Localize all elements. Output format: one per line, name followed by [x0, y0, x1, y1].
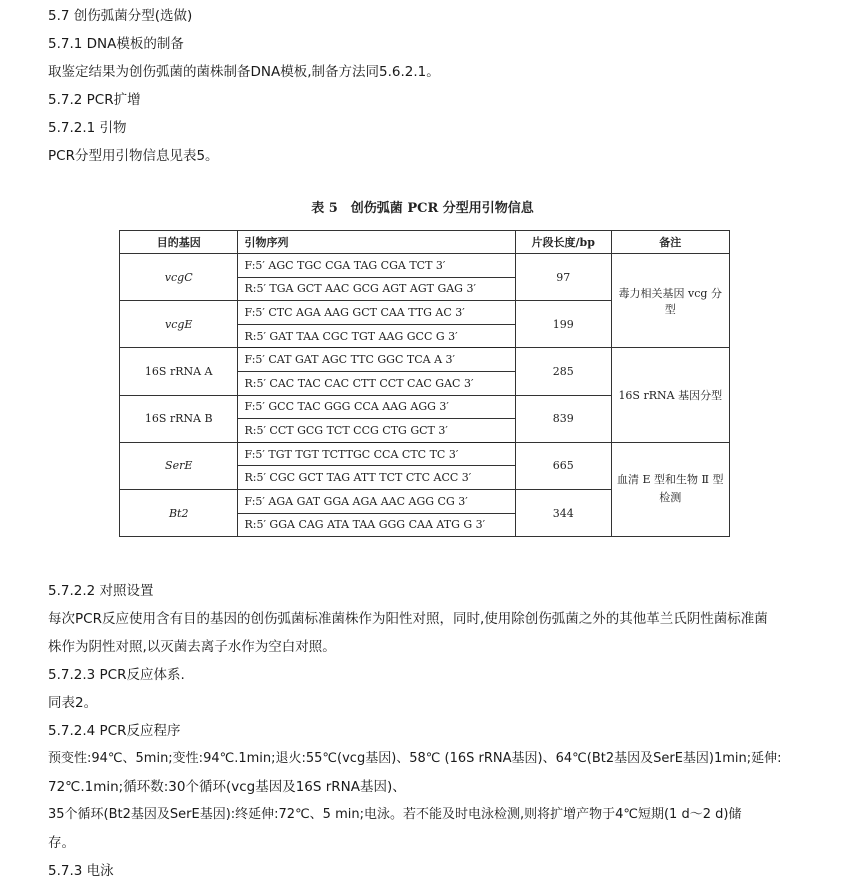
- reverse-primer-cell: R:5′ CAC TAC CAC CTT CCT CAC GAC 3′: [238, 371, 515, 395]
- length-cell: 97: [515, 254, 611, 301]
- reverse-primer-cell: R:5′ CCT GCG TCT CCG CTG GCT 3′: [238, 419, 515, 443]
- paragraph-program-line1: 预变性:94℃、5min;变性:94℃.1min;退火:55℃(vcg基因)、58℃ (16S rRNA基因)、64℃(Bt2基因及SerE基因)1min;延伸:: [48, 751, 782, 766]
- length-cell: 199: [515, 301, 611, 348]
- paragraph-dna-template: 取鉴定结果为创伤弧菌的菌株制备DNA模板,制备方法同5.6.2.1。: [48, 64, 440, 80]
- paragraph-primer-ref: PCR分型用引物信息见表5。: [48, 148, 219, 164]
- heading-5-7-2-1: 5.7.2.1 引物: [48, 120, 127, 136]
- gene-cell: 16S rRNA B: [120, 395, 238, 442]
- gene-cell: Bt2: [120, 489, 238, 536]
- note-cell: 血清 E 型和生物 Ⅱ 型检测: [611, 442, 729, 536]
- forward-primer-cell: F:5′ CTC AGA AAG GCT CAA TTG AC 3′: [238, 301, 515, 325]
- length-cell: 285: [515, 348, 611, 395]
- heading-5-7-2: 5.7.2 PCR扩增: [48, 92, 141, 108]
- length-cell: 665: [515, 442, 611, 489]
- table-row: [120, 348, 730, 372]
- reverse-primer-cell: R:5′ GGA CAG ATA TAA GGG CAA ATG G 3′: [238, 513, 515, 537]
- forward-primer-cell: F:5′ CAT GAT AGC TTC GGC TCA A 3′: [238, 348, 515, 372]
- primer-table: [119, 230, 730, 537]
- paragraph-same-as-table2: 同表2。: [48, 695, 98, 711]
- header-gene: 目的基因: [120, 231, 238, 254]
- gene-cell: vcgE: [120, 301, 238, 348]
- forward-primer-cell: F:5′ AGA GAT GGA AGA AAC AGG CG 3′: [238, 489, 515, 513]
- table-row: [120, 254, 730, 278]
- reverse-primer-cell: R:5′ CGC GCT TAG ATT TCT CTC ACC 3′: [238, 466, 515, 490]
- paragraph-program-line3: 35个循环(Bt2基因及SerE基因):终延伸:72℃、5 min;电泳。若不能及时电泳检测,则将扩增产物于4℃短期(1 d～2 d)储: [48, 807, 742, 822]
- header-note: 备注: [611, 231, 729, 254]
- table-row: [120, 442, 730, 466]
- heading-5-7-2-4: 5.7.2.4 PCR反应程序: [48, 723, 181, 739]
- gene-cell: vcgC: [120, 254, 238, 301]
- forward-primer-cell: F:5′ TGT TGT TCTTGC CCA CTC TC 3′: [238, 442, 515, 466]
- paragraph-program-line4: 存。: [48, 835, 75, 851]
- header-length: 片段长度/bp: [515, 231, 611, 254]
- gene-cell: 16S rRNA A: [120, 348, 238, 395]
- paragraph-controls-line2: 株作为阴性对照,以灭菌去离子水作为空白对照。: [48, 639, 336, 655]
- heading-5-7-2-2: 5.7.2.2 对照设置: [48, 583, 154, 599]
- length-cell: 344: [515, 489, 611, 536]
- note-cell: 16S rRNA 基因分型: [611, 348, 729, 442]
- gene-cell: SerE: [120, 442, 238, 489]
- forward-primer-cell: F:5′ GCC TAC GGG CCA AAG AGG 3′: [238, 395, 515, 419]
- header-sequence: 引物序列: [238, 231, 515, 254]
- note-cell: 毒力相关基因 vcg 分型: [611, 254, 729, 348]
- length-cell: 839: [515, 395, 611, 442]
- reverse-primer-cell: R:5′ GAT TAA CGC TGT AAG GCC G 3′: [238, 324, 515, 348]
- heading-5-7: 5.7 创伤弧菌分型(选做): [48, 8, 193, 24]
- table-header-row: [120, 231, 730, 254]
- heading-5-7-3: 5.7.3 电泳: [48, 863, 114, 879]
- reverse-primer-cell: R:5′ TGA GCT AAC GCG AGT AGT GAG 3′: [238, 277, 515, 301]
- heading-5-7-1: 5.7.1 DNA模板的制备: [48, 36, 184, 52]
- paragraph-controls-line1: 每次PCR反应使用含有目的基因的创伤弧菌标准菌株作为阳性对照，同时,使用除创伤弧菌之外的其他革兰氏阴性菌标准菌: [48, 611, 768, 627]
- heading-5-7-2-3: 5.7.2.3 PCR反应体系.: [48, 667, 185, 683]
- table-caption: 表 5 创伤弧菌 PCR 分型用引物信息: [311, 201, 534, 216]
- paragraph-program-line2: 72℃.1min;循环数:30个循环(vcg基因及16S rRNA基因)、: [48, 779, 406, 795]
- forward-primer-cell: F:5′ AGC TGC CGA TAG CGA TCT 3′: [238, 254, 515, 278]
